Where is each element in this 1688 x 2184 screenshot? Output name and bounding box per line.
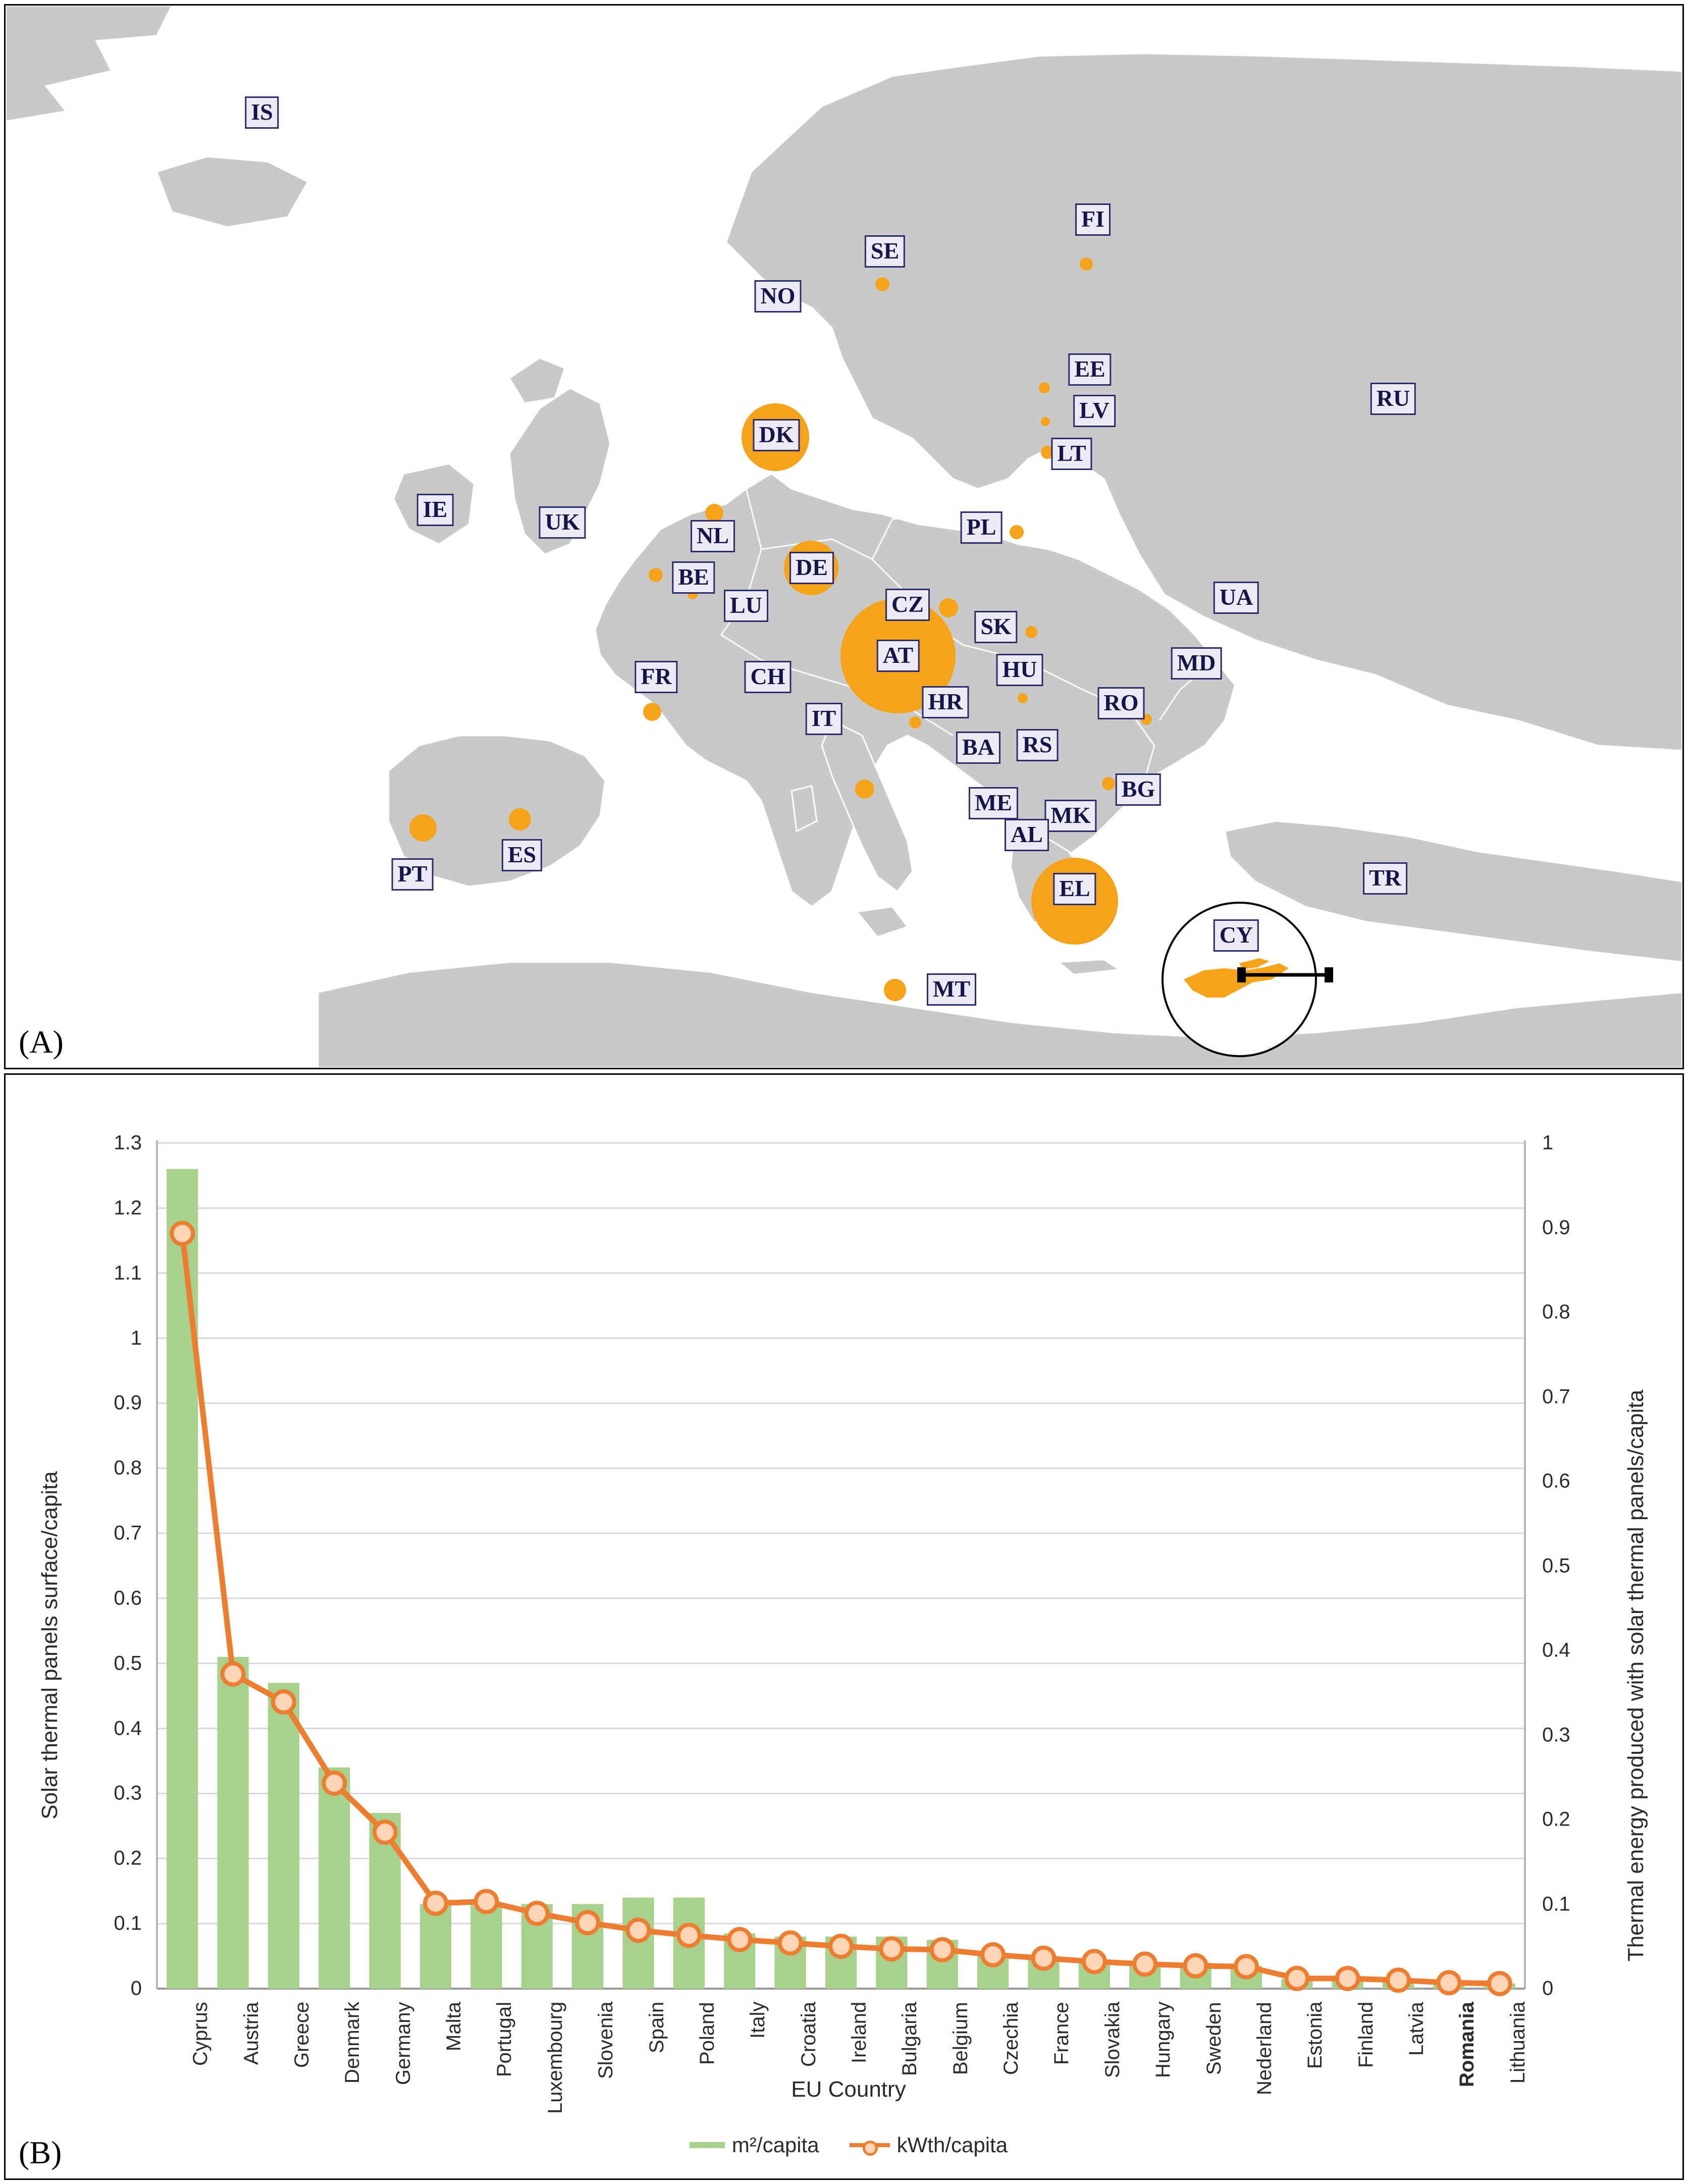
y-axis-title-right: Thermal energy produced with solar thermal panels/capita	[1623, 1389, 1648, 1962]
y-tick-left: 0.3	[114, 1782, 142, 1804]
europe-map	[6, 6, 1682, 1068]
map-label-ee: EE	[1068, 353, 1111, 386]
map-label-ie: IE	[417, 494, 454, 526]
map-label-el: EL	[1053, 873, 1096, 905]
panel-b-chart	[4, 1073, 1684, 2180]
y-tick-left: 1.3	[114, 1131, 142, 1154]
map-label-se: SE	[865, 235, 905, 268]
map-label-bg: BG	[1116, 773, 1161, 806]
y-tick-right: 0	[1542, 1977, 1554, 2000]
y-tick-right: 0.6	[1542, 1470, 1570, 1492]
map-bubble-si	[909, 716, 921, 729]
map-label-fi: FI	[1075, 203, 1111, 236]
map-label-dk: DK	[753, 419, 800, 451]
panel-a-map	[4, 4, 1684, 1069]
map-bubble-cz	[939, 598, 958, 617]
map-label-mt: MT	[927, 973, 976, 1006]
x-category-label: Croatia	[797, 2002, 820, 2067]
y-tick-left: 0.2	[114, 1847, 142, 1869]
legend-item-bar	[690, 2133, 819, 2157]
x-category-label: Hungary	[1152, 2001, 1175, 2078]
x-category-label: Luxembourg	[544, 2001, 566, 2114]
map-label-pt: PT	[392, 858, 434, 891]
map-label-pl: PL	[961, 511, 1003, 544]
map-bubble-pl	[1010, 525, 1024, 539]
cyprus-pointer-arrow	[1237, 967, 1333, 982]
map-label-lu: LU	[724, 590, 768, 622]
y-tick-right: 0.2	[1542, 1808, 1570, 1831]
panel-b-letter: (B)	[19, 2135, 62, 2170]
x-category-label: France	[1050, 2002, 1073, 2065]
legend-line-label: kWth/capita	[896, 2133, 1008, 2157]
x-category-label: Bulgaria	[899, 2002, 921, 2076]
y-tick-right: 0.4	[1542, 1639, 1570, 1661]
x-category-label: Denmark	[341, 2001, 364, 2084]
map-label-ch: CH	[745, 661, 792, 693]
map-bubble-be	[649, 568, 663, 582]
map-bubble-fi	[1080, 257, 1093, 271]
y-tick-right: 0.7	[1542, 1385, 1570, 1408]
map-label-ba: BA	[956, 732, 1000, 764]
map-label-at: AT	[877, 640, 920, 672]
map-label-nl: NL	[691, 520, 735, 552]
x-category-label: Poland	[696, 2002, 718, 2065]
x-category-label: Greece	[290, 2001, 313, 2068]
y-tick-left: 0.4	[114, 1717, 142, 1740]
y-tick-left: 1.2	[114, 1197, 142, 1219]
x-category-label: Finland	[1354, 2001, 1377, 2068]
x-axis-title: EU Country	[791, 2077, 906, 2102]
map-label-no: NO	[755, 280, 802, 313]
map-label-ro: RO	[1098, 687, 1145, 719]
chart-legend	[690, 2133, 1008, 2157]
x-category-label: Cyprus	[189, 2002, 212, 2066]
x-category-label: Lithuania	[1506, 2001, 1529, 2084]
map-label-cy: CY	[1214, 919, 1259, 952]
map-bubble-lv	[1041, 417, 1050, 426]
x-category-label: Slovenia	[595, 2001, 617, 2079]
x-category-label: Sweden	[1202, 2002, 1225, 2075]
y-tick-left: 0.7	[114, 1522, 142, 1544]
x-category-label: Czechia	[1000, 2002, 1023, 2075]
map-label-hr: HR	[922, 686, 969, 718]
map-label-is: IS	[245, 96, 279, 129]
y-tick-left: 0.8	[114, 1457, 142, 1479]
map-label-mk: MK	[1044, 800, 1096, 832]
x-category-label: Romania	[1456, 2002, 1479, 2087]
x-category-label: Slovakia	[1101, 2001, 1124, 2078]
map-label-lv: LV	[1073, 395, 1116, 427]
map-bubble-fr	[643, 703, 661, 721]
x-category-label: Estonia	[1304, 2001, 1327, 2069]
y-tick-right: 0.1	[1542, 1893, 1570, 1915]
x-category-label: Belgium	[949, 2002, 972, 2075]
map-label-hu: HU	[996, 654, 1043, 686]
x-category-label: Germany	[392, 2002, 414, 2085]
y-tick-right: 0.8	[1542, 1301, 1570, 1323]
map-bubble-ee	[1039, 382, 1050, 393]
map-label-be: BE	[672, 561, 715, 594]
x-category-label: Austria	[240, 2002, 262, 2065]
x-category-label: Italy	[747, 2001, 769, 2039]
map-bubble-mt	[884, 979, 906, 1001]
map-label-de: DE	[789, 552, 834, 584]
map-label-uk: UK	[539, 506, 586, 539]
map-bubble-se	[875, 277, 889, 291]
map-label-ua: UA	[1214, 582, 1259, 614]
map-label-it: IT	[806, 703, 842, 735]
map-bubble-sk	[1025, 626, 1037, 638]
map-bubble-bg	[1102, 777, 1115, 790]
map-bubble-nl	[705, 504, 723, 522]
map-label-sk: SK	[974, 611, 1017, 643]
map-label-lt: LT	[1051, 438, 1092, 470]
legend-bar-swatch	[690, 2142, 725, 2148]
map-bubble-hu	[1018, 693, 1028, 703]
map-bubble-it	[855, 779, 874, 799]
map-label-ru: RU	[1370, 383, 1416, 415]
y-tick-right: 1	[1542, 1131, 1554, 1154]
y-tick-left: 0.5	[114, 1652, 142, 1675]
legend-line-swatch	[850, 2143, 890, 2147]
legend-item-line	[850, 2133, 1008, 2157]
map-label-cz: CZ	[885, 589, 930, 621]
map-label-fr: FR	[635, 661, 677, 693]
y-tick-right: 0.9	[1542, 1216, 1570, 1238]
map-bubble-es	[509, 808, 531, 830]
y-tick-left: 1.1	[114, 1262, 142, 1284]
y-tick-right: 0.5	[1542, 1554, 1570, 1577]
map-bubble-pt	[409, 814, 437, 842]
legend-bar-label: m²/capita	[731, 2133, 819, 2157]
panel-a-letter: (A)	[19, 1024, 64, 1060]
x-category-label: Portugal	[493, 2002, 516, 2077]
y-axis-title-left: Solar thermal panels surface/capita	[37, 1471, 62, 1819]
y-tick-left: 0.1	[114, 1912, 142, 1935]
y-tick-left: 0.6	[114, 1587, 142, 1609]
map-label-al: AL	[1005, 819, 1049, 851]
map-label-me: ME	[969, 787, 1018, 819]
map-label-es: ES	[502, 839, 542, 871]
y-tick-right: 0.3	[1542, 1724, 1570, 1746]
map-label-rs: RS	[1017, 729, 1059, 761]
x-category-label: Ireland	[848, 2001, 870, 2063]
x-category-label: Latvia	[1405, 2002, 1428, 2056]
x-category-label: Nederland	[1253, 2002, 1276, 2095]
y-tick-left: 1	[130, 1327, 142, 1349]
y-tick-left: 0	[130, 1977, 142, 2000]
map-label-md: MD	[1171, 647, 1222, 680]
map-label-tr: TR	[1363, 862, 1407, 895]
x-category-label: Malta	[443, 2002, 465, 2051]
x-category-label: Spain	[645, 2001, 668, 2053]
y-tick-left: 0.9	[114, 1391, 142, 1414]
